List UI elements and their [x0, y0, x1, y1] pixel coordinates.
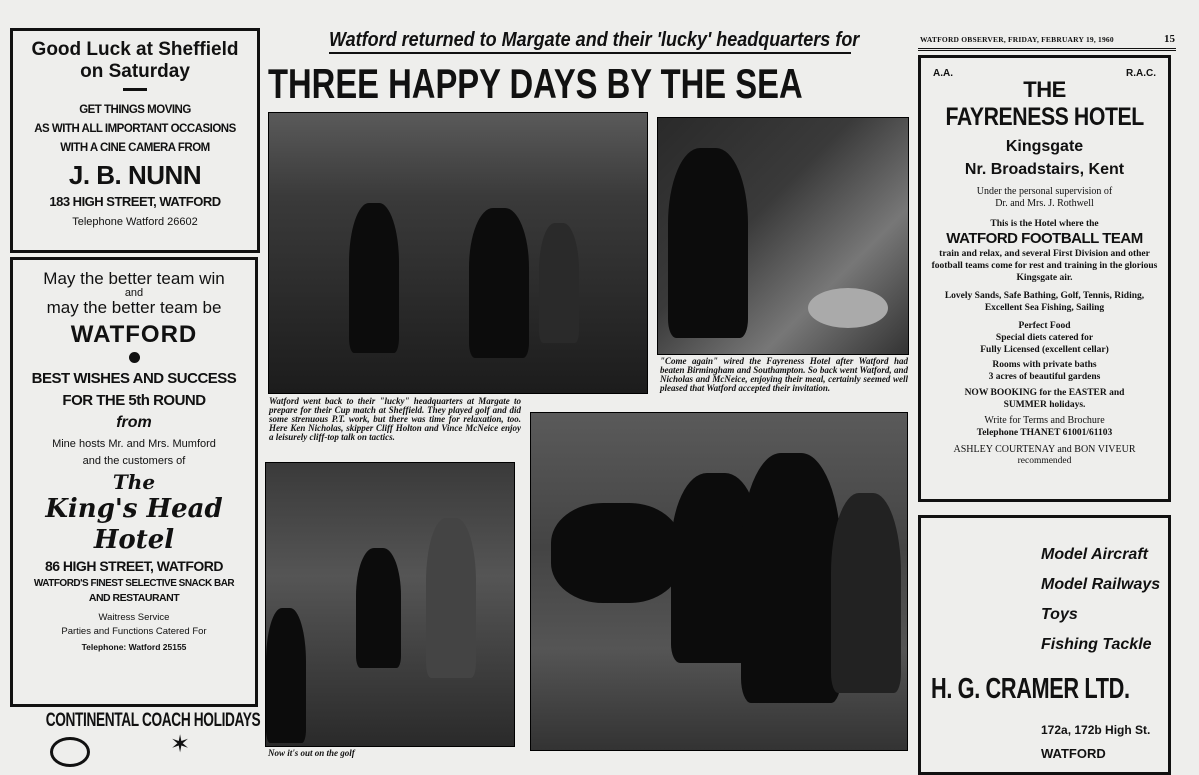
- ad-line: Kingsgate: [1005, 138, 1084, 155]
- ad-line: WATFORD'S FINEST SELECTIVE SNACK BAR: [33, 578, 235, 589]
- ad-line: train and relax, and several First Division and other football teams come for rest and training in the glorious Kingsgate air.: [931, 249, 1158, 283]
- ad-line: J. B. NUNN: [68, 160, 202, 190]
- page-number: 15: [1164, 33, 1175, 45]
- ad-line: Waitress Service: [98, 612, 170, 623]
- ad-line: NOW BOOKING for the EASTER and SUMMER holidays.: [964, 388, 1125, 410]
- ad-line: AS WITH ALL IMPORTANT OCCASIONS: [34, 123, 236, 135]
- ad-line: Model Railways: [1041, 576, 1161, 593]
- ad-line: Good Luck at Sheffield: [31, 39, 239, 60]
- ad-line: 3 acres of beautiful gardens: [988, 372, 1101, 382]
- rac-badge: R.A.C.: [1126, 68, 1156, 79]
- caption-hotel-meal: "Come again" wired the Fayreness Hotel after Watford had beaten Birmingham and Southampton. So back went Watford, and Nicholas and McNeice, enjoying their meal, certainly seemed well pleased that Watford accepted their invitation.: [660, 356, 908, 393]
- ad-line: May the better team win: [43, 269, 225, 288]
- ad-line: recommended: [1017, 456, 1072, 466]
- ad-line: The: [112, 470, 156, 494]
- coach-illustration-icon: [50, 737, 90, 767]
- ad-line: ASHLEY COURTENAY and BON VIVEUR: [953, 444, 1136, 455]
- ad-line: Special diets catered for: [995, 333, 1094, 343]
- ad-line: WATFORD: [1041, 746, 1106, 761]
- ad-line: Telephone THANET 61001/61103: [976, 428, 1113, 438]
- article-kicker: Watford returned to Margate and their 'lucky' headquarters for: [329, 28, 851, 54]
- ad-hg-cramer: [918, 515, 1171, 775]
- ad-line: Toys: [1041, 606, 1078, 623]
- ad-line: Telephone Watford 26602: [72, 216, 198, 228]
- ad-line: H. G. CRAMER LTD.: [931, 673, 1130, 705]
- ad-line: GET THINGS MOVING: [79, 104, 191, 116]
- ad-line: on Saturday: [80, 61, 190, 82]
- ad-fayreness-hotel: [918, 55, 1171, 502]
- ad-line: Nr. Broadstairs, Kent: [964, 161, 1125, 178]
- photo-pt-work: [530, 412, 908, 751]
- caption-golf: Now it's out on the golf: [268, 748, 355, 758]
- ad-line: may the better team be: [46, 298, 222, 317]
- photo-golf: [265, 462, 515, 747]
- ad-kings-head: [10, 257, 258, 707]
- ad-jb-nunn: [10, 28, 260, 253]
- ad-line: BEST WISHES AND SUCCESS: [31, 370, 237, 387]
- ad-line: Fishing Tackle: [1041, 636, 1152, 653]
- ad-line: AND RESTAURANT: [88, 592, 180, 604]
- ad-line: and the customers of: [82, 455, 186, 467]
- bullet-dot: [129, 352, 140, 363]
- ad-line: WITH A CINE CAMERA FROM: [60, 142, 210, 154]
- photo-hotel-meal: [657, 117, 909, 355]
- ad-line: Model Aircraft: [1041, 546, 1148, 563]
- ad-line: FAYRENESS HOTEL: [945, 103, 1144, 131]
- ad-line: 86 HIGH STREET, WATFORD: [44, 558, 224, 574]
- ad-line: THE: [1023, 77, 1066, 102]
- ad-line: FOR THE 5th ROUND: [62, 392, 206, 409]
- ad-line: Mine hosts Mr. and Mrs. Mumford: [52, 438, 216, 450]
- caption-cliff-top: Watford went back to their "lucky" headquarters at Margate to prepare for their Cup match at Sheffield. They played golf and did some strenuous P.T. work, but there was time for relaxation, too. Here Ken Nicholas, skipper Cliff Holton and Vince McNeice enjoy a leisurely cliff-top talk on tactics.: [269, 396, 521, 442]
- article-headline: THREE HAPPY DAYS BY THE SEA: [268, 60, 803, 107]
- ad-line: WATFORD: [70, 321, 198, 348]
- masthead: WATFORD OBSERVER, FRIDAY, FEBRUARY 19, 1960: [920, 35, 1114, 44]
- ad-line: Write for Terms and Brochure: [984, 415, 1105, 426]
- aa-badge: A.A.: [933, 68, 953, 79]
- ad-line: Perfect Food: [1018, 321, 1071, 331]
- ad-line: 183 HIGH STREET, WATFORD: [49, 194, 221, 209]
- ad-line: Fully Licensed (excellent cellar): [980, 345, 1109, 355]
- ad-line: Hotel: [93, 525, 175, 555]
- ad-line: Under the personal supervision of: [976, 186, 1113, 197]
- ad-line: King's Head: [45, 494, 223, 524]
- ad-line: 172a, 172b High St.: [1041, 723, 1151, 737]
- ad-line: Dr. and Mrs. J. Rothwell: [995, 198, 1094, 209]
- ad-coach-title: CONTINENTAL COACH HOLIDAYS: [45, 710, 261, 731]
- photo-cliff-top-talk: [268, 112, 648, 394]
- ad-line: Parties and Functions Catered For: [61, 626, 207, 637]
- ad-line: This is the Hotel where the: [990, 219, 1099, 229]
- ad-line: WATFORD FOOTBALL TEAM: [946, 230, 1143, 247]
- ad-line: Telephone: Watford 25155: [81, 642, 187, 652]
- ad-line: from: [116, 414, 152, 431]
- ad-line: Lovely Sands, Safe Bathing, Golf, Tennis, Riding, Excellent Sea Fishing, Sailing: [944, 291, 1145, 313]
- ad-line: and: [124, 287, 144, 299]
- ad-line: Rooms with private baths: [992, 360, 1097, 370]
- star-illustration-icon: ✶: [170, 731, 191, 758]
- masthead-rule: [918, 48, 1176, 51]
